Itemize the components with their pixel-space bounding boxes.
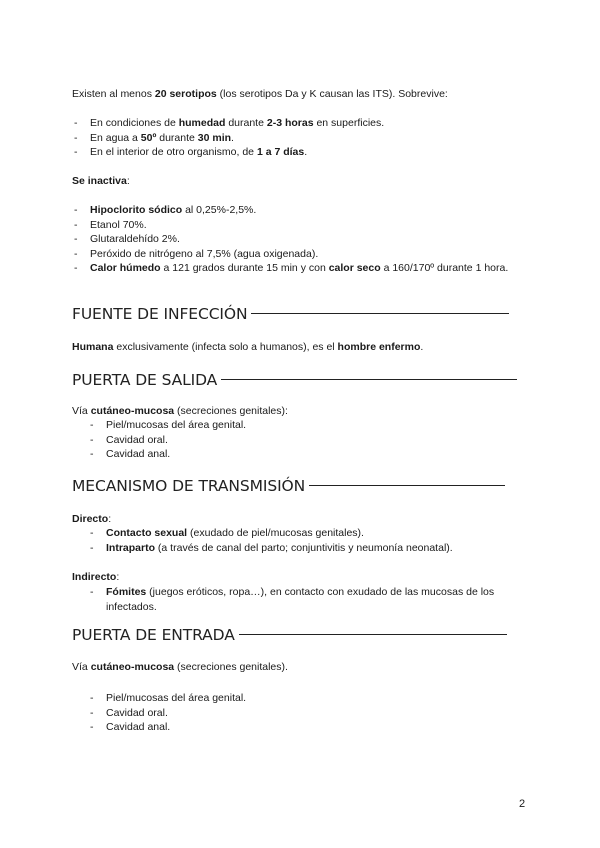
heading-rule — [251, 313, 509, 314]
list-item: - Cavidad anal. — [88, 447, 528, 462]
list-item: - Cavidad anal. — [88, 720, 528, 735]
heading-puerta-salida: PUERTA DE SALIDA — [72, 370, 517, 390]
heading-rule — [239, 634, 507, 635]
list-item: - Piel/mucosas del área genital. — [88, 691, 528, 706]
salida-paragraph: Vía cutáneo-mucosa (secreciones genitales): — [72, 405, 288, 417]
entrada-paragraph: Vía cutáneo-mucosa (secreciones genitales). — [72, 661, 288, 673]
list-item: - Glutaraldehído 2%. — [72, 232, 532, 247]
fuente-paragraph: Humana exclusivamente (infecta solo a humanos), es el hombre enfermo. — [72, 341, 424, 353]
survive-list — [72, 116, 532, 160]
intro-text-1: Existen al menos — [72, 88, 155, 100]
intro-paragraph — [72, 87, 532, 102]
intro-text-2: (los serotipos Da y K causan las ITS). Sobrevive: — [216, 88, 448, 100]
inactiva-label: Se inactiva: — [72, 175, 130, 187]
list-item: - Fómites (juegos eróticos, ropa…), en contacto con exudado de las mucosas de los infectados. — [88, 585, 528, 614]
directo-label: Directo: — [72, 513, 112, 525]
heading-puerta-entrada: PUERTA DE ENTRADA — [72, 625, 507, 645]
heading-rule — [221, 379, 517, 380]
heading-mecanismo-transmision: MECANISMO DE TRANSMISIÓN — [72, 476, 505, 496]
directo-list — [88, 526, 528, 555]
page-number: 2 — [519, 798, 526, 810]
list-item: - Cavidad oral. — [88, 433, 528, 448]
heading-fuente-infeccion: FUENTE DE INFECCIÓN — [72, 304, 509, 324]
list-item: - Hipoclorito sódico al 0,25%-2,5%. — [72, 203, 532, 218]
list-item: - En agua a 50º durante 30 min. — [72, 131, 532, 146]
list-item: - Peróxido de nitrógeno al 7,5% (agua oxigenada). — [72, 247, 532, 262]
intro-bold-serotipos: 20 serotipos — [154, 88, 217, 100]
salida-list — [88, 418, 528, 462]
list-item: - Etanol 70%. — [72, 218, 532, 233]
list-item: - Intraparto (a través de canal del parto; conjuntivitis y neumonía neonatal). — [88, 541, 528, 556]
list-item: - Contacto sexual (exudado de piel/mucosas genitales). — [88, 526, 528, 541]
list-item: - En condiciones de humedad durante 2-3 horas en superficies. — [72, 116, 532, 131]
list-item: - En el interior de otro organismo, de 1 a 7 días. — [72, 145, 532, 160]
inactiva-list — [72, 203, 532, 276]
entrada-list — [88, 691, 528, 735]
list-item: - Cavidad oral. — [88, 706, 528, 721]
indirecto-label: Indirecto: — [72, 571, 120, 583]
indirecto-list — [88, 585, 528, 614]
list-item: - Calor húmedo a 121 grados durante 15 min y con calor seco a 160/170º durante 1 hora. — [72, 261, 532, 276]
list-item: - Piel/mucosas del área genital. — [88, 418, 528, 433]
heading-rule — [309, 485, 505, 486]
